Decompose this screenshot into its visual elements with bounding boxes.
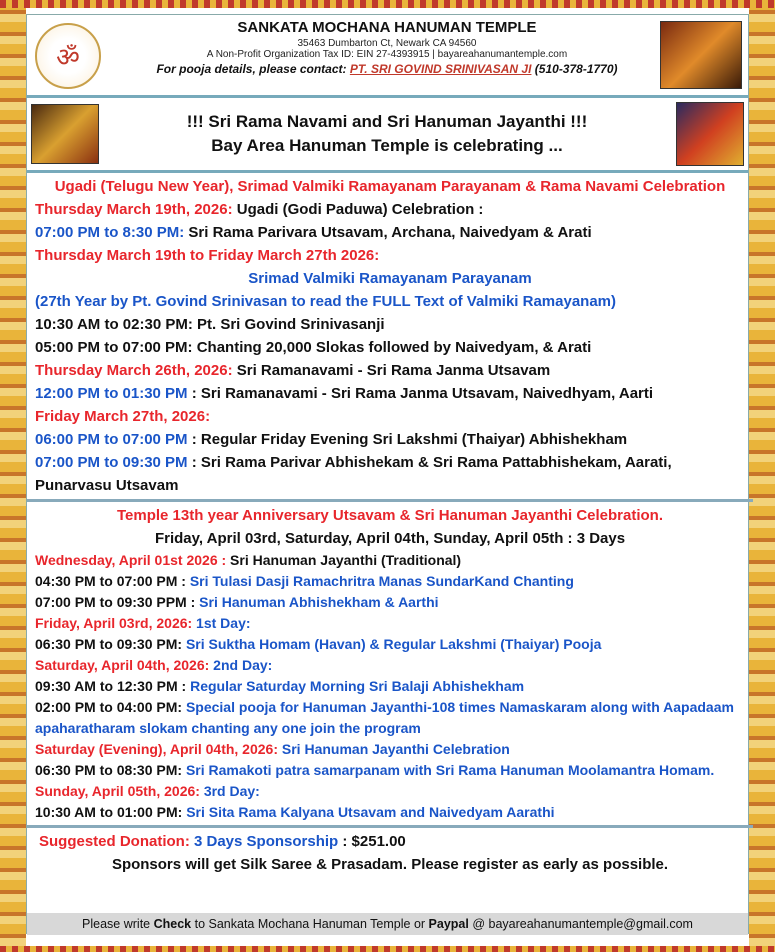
banner-line-2: Bay Area Hanuman Temple is celebrating ...: [211, 136, 563, 155]
schedule-line: [35, 676, 745, 697]
schedule-line: [35, 613, 745, 634]
schedule-line: [35, 451, 745, 497]
day-label: 1st Day:: [192, 615, 251, 631]
banner: [27, 95, 748, 173]
payment-paypal: Paypal: [428, 917, 469, 931]
event-text: Sri Rama Parivara Utsavam, Archana, Naivedyam & Arati: [184, 224, 592, 241]
date-label: Friday March 27th, 2026:: [35, 408, 211, 425]
schedule-line: [35, 697, 745, 739]
hanuman-photo: [660, 21, 742, 89]
schedule-line: 05:00 PM to 07:00 PM: Chanting 20,000 Slokas followed by Naivedyam, & Arati: [35, 339, 592, 356]
schedule-line: [35, 428, 745, 451]
day-label: 2nd Day:: [209, 657, 273, 673]
section2-subtitle: Friday, April 03rd, Saturday, April 04th, Sunday, April 05th : 3 Days: [154, 530, 626, 547]
divider: [27, 825, 753, 828]
time-label: 07:00 PM to 09:30 PPM :: [35, 594, 196, 610]
banner-text: [107, 110, 667, 158]
schedule-line: [35, 739, 745, 760]
event-text: Ugadi (Godi Paduwa) Celebration :: [232, 201, 484, 218]
schedule-line: [35, 550, 745, 571]
schedule-line: [35, 592, 745, 613]
donation-note: Sponsors will get Silk Saree & Prasadam. Please register as early as possible.: [111, 856, 669, 873]
schedule-line: [35, 571, 745, 592]
flyer: [26, 14, 749, 934]
schedule-line: [35, 760, 745, 781]
donation-colon: :: [338, 833, 352, 850]
header-text: [117, 19, 657, 76]
date-label: Thursday March 19th, 2026:: [35, 201, 233, 218]
section2-title: Temple 13th year Anniversary Utsavam & Sri Hanuman Jayanthi Celebration.: [116, 507, 664, 524]
event-text: Sri Ramanavami - Sri Rama Janma Utsavam: [232, 362, 551, 379]
time-label: 06:30 PM to 08:30 PM:: [35, 762, 183, 778]
time-label: 07:00 PM to 09:30 PM: [35, 454, 188, 471]
payment-check: Check: [153, 917, 192, 931]
event-note: (27th Year by Pt. Govind Srinivasan to read the FULL Text of Valmiki Ramayanam): [35, 293, 617, 310]
donation-amount: $251.00: [351, 833, 406, 850]
schedule-line: [35, 198, 745, 221]
time-label: 04:30 PM to 07:00 PM :: [35, 573, 186, 589]
date-label: Thursday March 19th to Friday March 27th 2026:: [35, 247, 380, 264]
event-text: Special pooja for Hanuman Jayanthi-108 times Namaskaram along with Aapadaam apaharatharam slokam chanting any one join the program: [35, 699, 734, 736]
pooja-prefix: For pooja details, please contact:: [156, 62, 347, 76]
donation-label: Suggested Donation:: [39, 833, 190, 850]
temple-address: 35463 Dumbarton Ct, Newark CA 94560: [297, 38, 477, 49]
date-label: Thursday March 26th, 2026:: [35, 362, 233, 379]
schedule-line: [35, 802, 745, 823]
pooja-contact-name: PT. SRI GOVIND SRINIVASAN JI: [349, 62, 532, 76]
event-text: Sri Sita Rama Kalyana Utsavam and Naivedyam Aarathi: [182, 804, 555, 820]
payment-text: to Sankata Mochana Hanuman Temple or: [191, 917, 429, 931]
event-text: Sri Hanuman Jayanthi Celebration: [278, 741, 510, 757]
payment-email: @ bayareahanumantemple@gmail.com: [468, 917, 693, 931]
time-label: 10:30 AM to 01:00 PM:: [35, 804, 183, 820]
schedule: [35, 175, 745, 876]
time-label: 06:30 PM to 09:30 PM:: [35, 636, 183, 652]
deity-image: [676, 102, 744, 166]
event-text: Regular Saturday Morning Sri Balaji Abhishekham: [186, 678, 525, 694]
time-label: 12:00 PM to 01:30 PM: [35, 385, 188, 402]
schedule-line: [35, 382, 745, 405]
event-text: Sri Hanuman Jayanthi (Traditional): [226, 552, 462, 568]
section1-title: Ugadi (Telugu New Year), Srimad Valmiki Ramayanam Parayanam & Rama Navami Celebration: [54, 178, 726, 195]
event-text: Sri Hanuman Abhishekham & Aarthi: [195, 594, 439, 610]
schedule-line: [35, 634, 745, 655]
day-label: 3rd Day:: [199, 783, 260, 799]
schedule-line: [35, 781, 745, 802]
time-label: 02:00 PM to 04:00 PM:: [35, 699, 183, 715]
temple-logo-icon: ॐ: [35, 23, 101, 89]
event-text: : Sri Rama Parivar Abhishekam & Sri Rama Pattabhishekam, Aarati, Punarvasu Utsavam: [35, 454, 672, 494]
time-label: 06:00 PM to 07:00 PM: [35, 431, 188, 448]
nonprofit-info: A Non-Profit Organization Tax ID: EIN 27-4393915 | bayareahanumantemple.com: [206, 49, 568, 60]
schedule-line: 10:30 AM to 02:30 PM: Pt. Sri Govind Srinivasanji: [35, 316, 385, 333]
schedule-line: [35, 359, 745, 382]
time-label: 07:00 PM to 8:30 PM:: [35, 224, 185, 241]
donation-line: [35, 830, 745, 853]
event-text: : Regular Friday Evening Sri Lakshmi (Thaiyar) Abhishekham: [187, 431, 628, 448]
payment-text: Please write: [82, 917, 154, 931]
date-label: Wednesday, April 01st 2026 :: [35, 552, 227, 568]
schedule-line: [35, 221, 745, 244]
divider: [27, 499, 753, 502]
pooja-contact-line: [117, 62, 657, 76]
pooja-phone: (510-378-1770): [534, 62, 618, 76]
event-title: Srimad Valmiki Ramayanam Parayanam: [248, 270, 532, 287]
event-text: Sri Ramakoti patra samarpanam with Sri Rama Hanuman Moolamantra Homam.: [182, 762, 715, 778]
rama-parivar-image: [31, 104, 99, 164]
donation-sponsor: 3 Days Sponsorship: [189, 833, 339, 850]
banner-line-1: !!! Sri Rama Navami and Sri Hanuman Jayanthi !!!: [186, 112, 588, 131]
event-text: : Sri Ramanavami - Sri Rama Janma Utsavam, Naivedhyam, Aarti: [187, 385, 654, 402]
date-label: Saturday, April 04th, 2026:: [35, 657, 210, 673]
time-label: 09:30 AM to 12:30 PM :: [35, 678, 187, 694]
event-text: Sri Tulasi Dasji Ramachritra Manas SundarKand Chanting: [185, 573, 574, 589]
payment-note: [27, 913, 748, 935]
temple-name: SANKATA MOCHANA HANUMAN TEMPLE: [237, 19, 537, 36]
schedule-line: [35, 655, 745, 676]
date-label: Sunday, April 05th, 2026:: [35, 783, 200, 799]
event-text: Sri Suktha Homam (Havan) & Regular Lakshmi (Thaiyar) Pooja: [182, 636, 602, 652]
date-label: Saturday (Evening), April 04th, 2026:: [35, 741, 278, 757]
header: [27, 15, 748, 93]
date-label: Friday, April 03rd, 2026:: [35, 615, 193, 631]
